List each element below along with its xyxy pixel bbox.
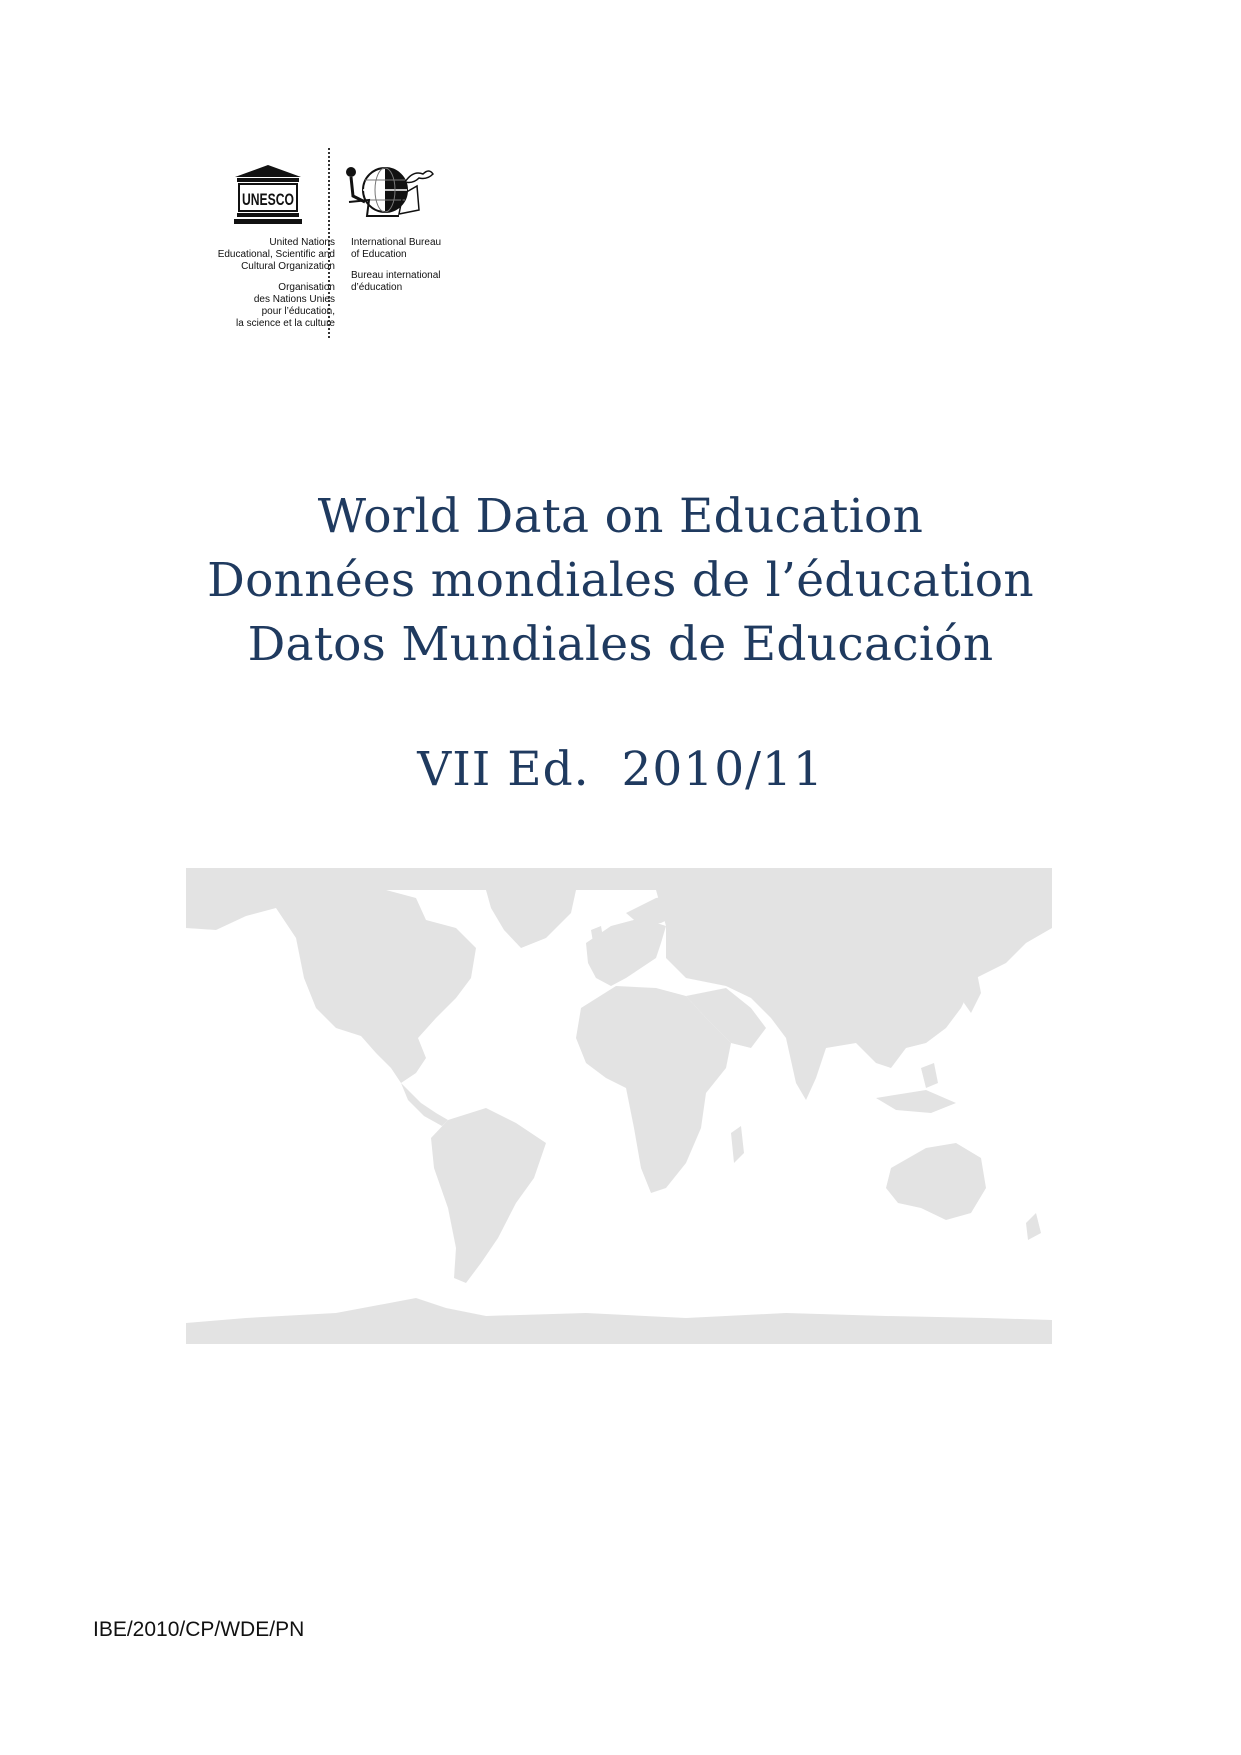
document-code: IBE/2010/CP/WDE/PN [93, 1618, 305, 1641]
unesco-name-text [135, 237, 335, 339]
ibe-line-en-2: of Education [351, 249, 407, 260]
unesco-temple-logo [233, 163, 303, 225]
unesco-wordmark: UNESCO [242, 190, 294, 209]
ibe-globe-logo [339, 160, 435, 225]
ibe-line-en-1: International Bureau [351, 237, 442, 248]
ibe-name-text [351, 237, 471, 303]
title-english: World Data on Education [317, 489, 924, 544]
unesco-line-fr-3: pour l’éducation, [261, 306, 335, 317]
title-spanish: Datos Mundiales de Educación [247, 617, 994, 672]
ibe-line-fr-2: d’éducation [351, 282, 403, 293]
unesco-line-en-3: Cultural Organization [241, 261, 335, 272]
unesco-line-en-2: Educational, Scientific and [217, 249, 335, 260]
world-map-image [186, 868, 1052, 1344]
unesco-line-fr-1: Organisation [278, 282, 335, 293]
world-map-land [186, 868, 1052, 1344]
edition-label: VII Ed. 2010/11 [417, 742, 824, 797]
unesco-line-fr-4: la science et la culture [236, 318, 335, 329]
logo-block [185, 145, 465, 340]
ibe-line-fr-1: Bureau international [351, 270, 441, 281]
unesco-line-en-1: United Nations [269, 237, 335, 248]
title-french: Données mondiales de l’éducation [207, 553, 1034, 608]
unesco-line-fr-2: des Nations Unies [253, 294, 335, 305]
logo-divider [328, 148, 330, 338]
document-titles [0, 485, 1241, 677]
